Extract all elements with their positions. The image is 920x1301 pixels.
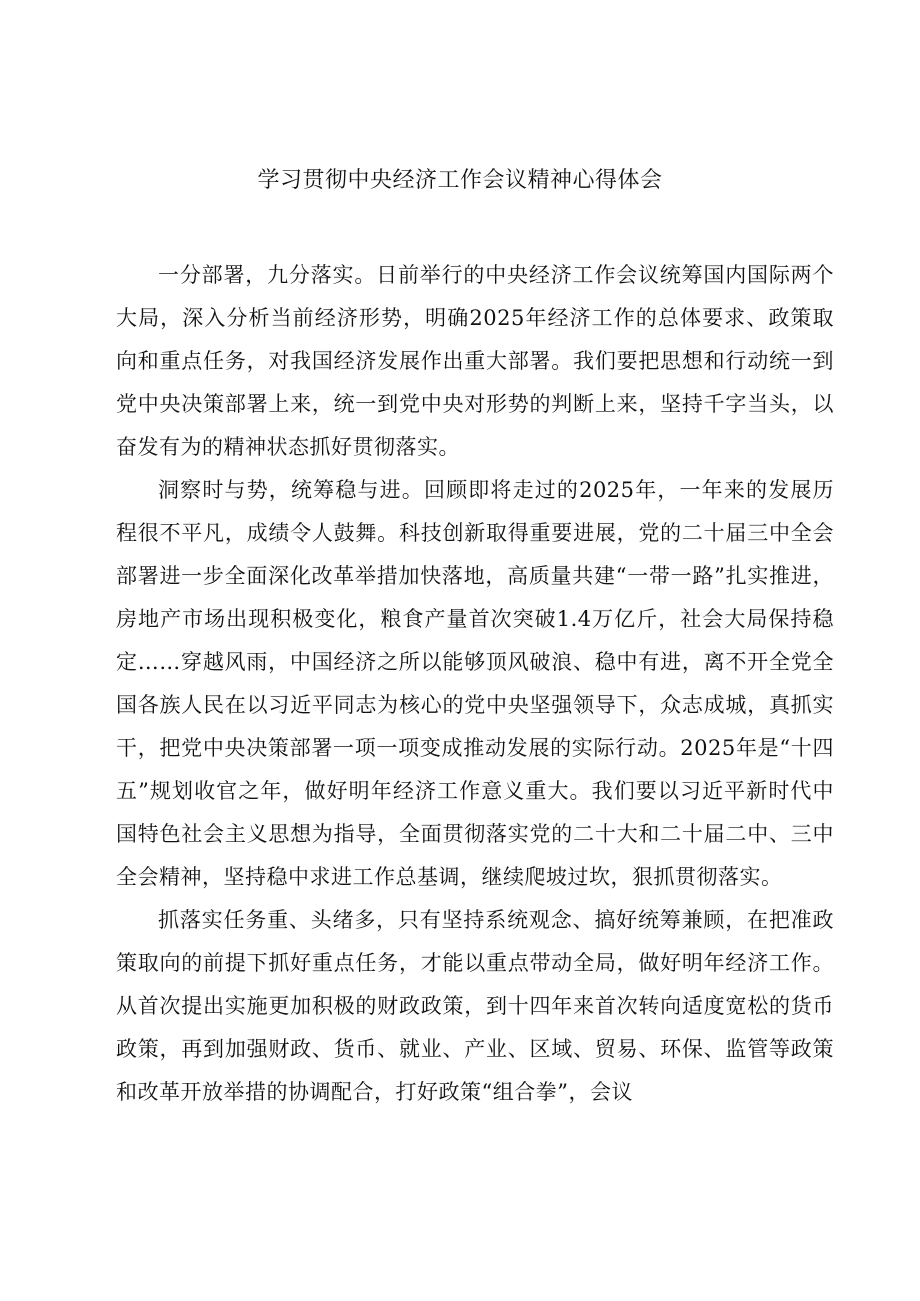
document-title: 学习贯彻中央经济工作会议精神心得体会 — [257, 168, 663, 193]
paragraph-1: 一分部署，九分落实。日前举行的中央经济工作会议统筹国内国际两个大局，深入分析当前经济形势，明确2025年经济工作的总体要求、政策取向和重点任务，对我国经济发展作出重大部署。我们要把思想和行动统一到党中央决策部署上来，统一到党中央对形势的判断上来，坚持千字当头，以奋发有为的精神状态抓好贯彻落实。 — [116, 263, 834, 459]
paragraph-2: 洞察时与势，统筹稳与进。回顾即将走过的2025年，一年来的发展历程很不平凡，成绩令人鼓舞。科技创新取得重要进展，党的二十届三中全会部署进一步全面深化改革举措加快落地，高质量共建“一带一路”扎实推进，房地产市场出现积极变化，粮食产量首次突破1.4万亿斤，社会大局保持稳定……穿越风雨，中国经济之所以能够顶风破浪、稳中有进，离不开全党全国各族人民在以习近平同志为核心的党中央坚强领导下，众志成城，真抓实干，把党中央决策部署一项一项变成推动发展的实际行动。2025年是“十四五”规划收官之年，做好明年经济工作意义重大。我们要以习近平新时代中国特色社会主义思想为指导，全面贯彻落实党的二十大和二十届二中、三中全会精神，坚持稳中求进工作总基调，继续爬坡过坎，狠抓贯彻落实。 — [116, 478, 834, 889]
paragraph-3: 抓落实任务重、头绪多，只有坚持系统观念、搞好统筹兼顾，在把准政策取向的前提下抓好重点任务，才能以重点带动全局，做好明年经济工作。从首次提出实施更加积极的财政政策，到十四年来首次转向适度宽松的货币政策，再到加强财政、货币、就业、产业、区域、贸易、环保、监管等政策和改革开放举措的协调配合，打好政策“组合拳”，会议 — [116, 908, 834, 1104]
document-body — [116, 254, 834, 1114]
